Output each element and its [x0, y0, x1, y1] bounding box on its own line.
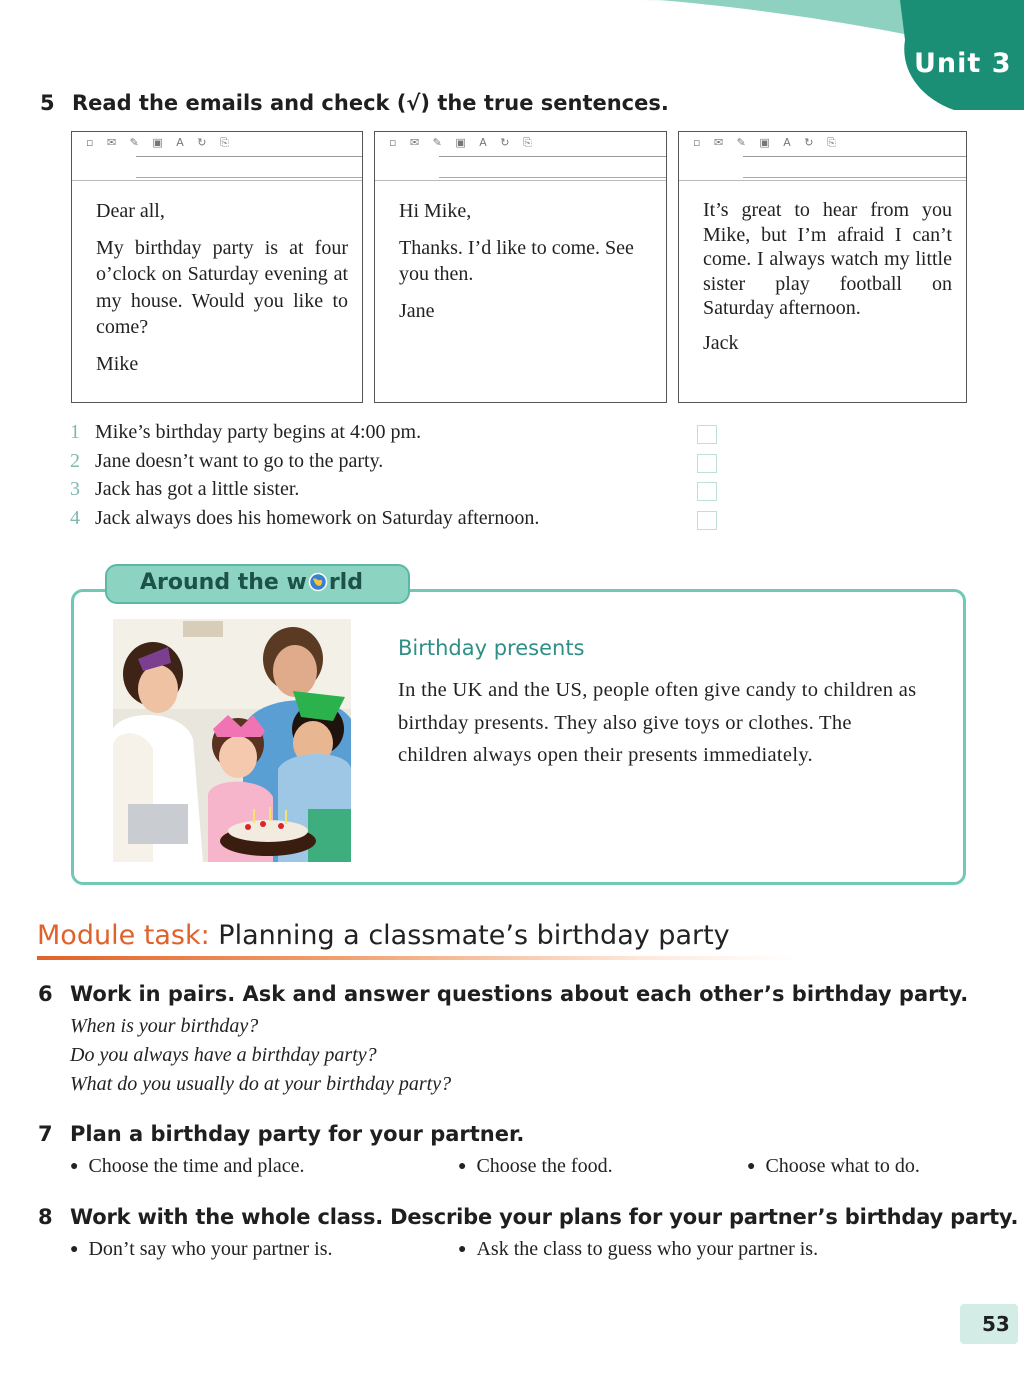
checkbox-3[interactable]: [697, 482, 717, 501]
module-task-underline: [37, 956, 797, 960]
bullet-item: ● Choose the food.: [458, 1155, 613, 1177]
email-greeting: Hi Mike,: [399, 200, 472, 222]
exercise-number: 6: [38, 982, 53, 1006]
page-number: 53: [982, 1312, 1010, 1336]
checkbox-1[interactable]: [697, 425, 717, 444]
question-item: Do you always have a birthday party?: [70, 1044, 377, 1066]
exercise-instruction: Work in pairs. Ask and answer questions about each other’s birthday party.: [70, 982, 969, 1006]
exercise-7-heading: [38, 1122, 524, 1146]
bullet-item: ● Don’t say who your partner is.: [70, 1238, 333, 1260]
email-greeting: Dear all,: [96, 200, 165, 222]
email-body: My birthday party is at four o’clock on Saturday evening at my house. Would you like to come?: [96, 236, 348, 338]
module-task-text: Planning a classmate’s birthday party: [218, 920, 730, 951]
statement-item: 1 Mike’s birthday party begins at 4:00 pm.: [70, 421, 422, 443]
module-task-heading: [37, 920, 730, 951]
bullet-item: ● Choose what to do.: [747, 1155, 920, 1177]
birthday-presents-body: In the UK and the US, people often give candy to children as birthday presents. They also give toys or clothes. The children always open their presents immediately.: [398, 679, 917, 766]
statement-item: 2 Jane doesn’t want to go to the party.: [70, 450, 384, 472]
email-3: [678, 131, 967, 403]
email-body: It’s great to hear from you Mike, but I’m afraid I can’t come. I always watch my little sister play football on Saturday afternoon.: [703, 199, 952, 319]
email-signature: Mike: [96, 352, 139, 375]
statement-item: 3 Jack has got a little sister.: [70, 478, 300, 500]
page-number-badge: [960, 1304, 1018, 1344]
bullet-item: ● Choose the time and place.: [70, 1155, 305, 1177]
exercise-number: 5: [40, 91, 55, 115]
email-toolbar-icons: ▫ ✉ ✎ ▣ A ↻ ⎘: [86, 136, 234, 149]
module-task-label: Module task:: [37, 920, 210, 951]
exercise-instruction: Work with the whole class. Describe your plans for your partner’s birthday party.: [70, 1205, 1019, 1229]
unit-label: Unit 3: [914, 48, 1012, 79]
email-2: [374, 131, 667, 403]
family-birthday-photo: [113, 619, 351, 862]
email-toolbar-icons: ▫ ✉ ✎ ▣ A ↻ ⎘: [389, 136, 537, 149]
globe-icon: [308, 572, 328, 592]
question-item: What do you usually do at your birthday party?: [70, 1073, 452, 1095]
statement-item: 4 Jack always does his homework on Saturday afternoon.: [70, 507, 540, 529]
exercise-5-heading: [40, 91, 669, 115]
email-signature: Jane: [399, 299, 435, 322]
birthday-presents-title: Birthday presents: [398, 636, 585, 660]
email-1: [71, 131, 363, 403]
exercise-instruction: Read the emails and check (√) the true sentences.: [72, 91, 669, 115]
exercise-instruction: Plan a birthday party for your partner.: [70, 1122, 525, 1146]
question-item: When is your birthday?: [70, 1015, 259, 1037]
email-signature: Jack: [703, 331, 739, 354]
email-toolbar-icons: ▫ ✉ ✎ ▣ A ↻ ⎘: [693, 136, 841, 149]
exercise-8-heading: [38, 1205, 1018, 1229]
exercise-number: 8: [38, 1205, 53, 1229]
exercise-6-heading: [38, 982, 968, 1006]
email-body: Thanks. I’d like to come. See you then.: [399, 236, 634, 285]
bullet-item: ● Ask the class to guess who your partner is.: [458, 1238, 819, 1260]
around-the-world-title: Around the w rld: [140, 570, 363, 595]
checkbox-2[interactable]: [697, 454, 717, 473]
checkbox-4[interactable]: [697, 511, 717, 530]
exercise-number: 7: [38, 1122, 53, 1146]
